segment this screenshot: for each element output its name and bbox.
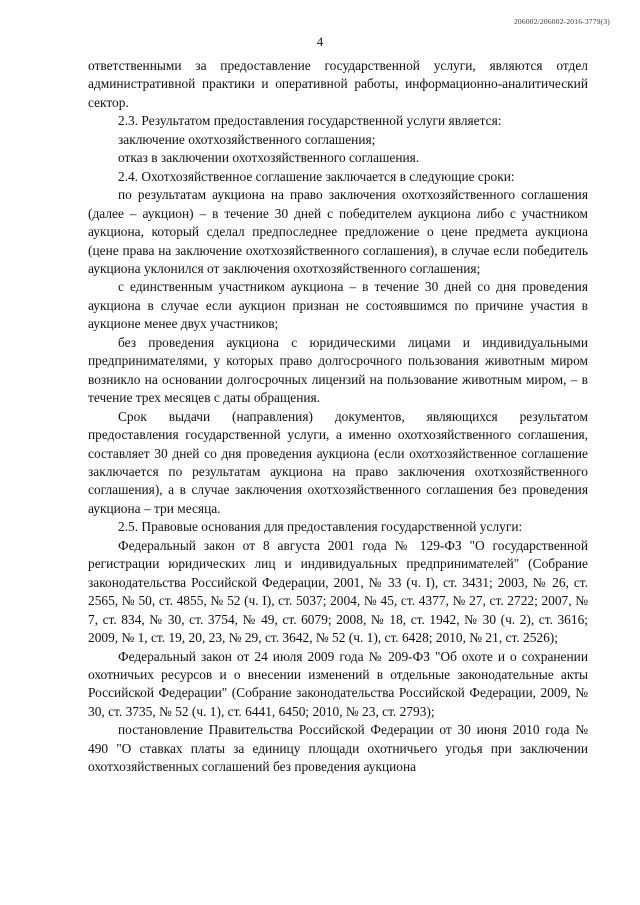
paragraph-result-agreement: заключение охотхозяйственного соглашения;	[118, 131, 376, 147]
paragraph-section-2-3: 2.3. Результатом предоставления государственной услуги является:	[118, 113, 502, 129]
paragraph-responsible-units: ответственными за предоставление государственной услуги, являются отдел административной практики и оперативной работы, информационно-аналитический сектор.	[88, 58, 588, 110]
paragraph-auction-winner: по результатам аукциона на право заключения охотхозяйственного соглашения (далее – аукцион) – в течение 30 дней с победителем аукциона либо с участником аукциона, который сделал предпоследнее предложение о цене предмета аукциона (цене права на заключение охотхозяйственного соглашения), в случае если победитель аукциона уклонился от заключения охотхозяйственного соглашения;	[88, 187, 588, 276]
paragraph-law-209-fz: Федеральный закон от 24 июля 2009 года № 209-ФЗ "Об охоте и о сохранении охотничьих ресурсов и о внесении изменений в отдельные законодательные акты Российской Федерации" (Собрание законодательства Российской Федерации, 2009, № 30, ст. 3735, № 52 (ч. 1), ст. 6441, 6450; 2010, № 23, ст. 2793);	[88, 648, 588, 719]
page-number: 4	[316, 34, 324, 49]
paragraph-section-2-4: 2.4. Охотхозяйственное соглашение заключается в следующие сроки:	[118, 168, 515, 184]
document-body	[88, 57, 588, 777]
paragraph-issue-term: Срок выдачи (направления) документов, являющихся результатом предоставления государственной услуги, а именно охотхозяйственного соглашения, составляет 30 дней со дня проведения аукциона (если охотхозяйственное соглашение заключается по результатам аукциона на право заключения охотхозяйственного соглашения), а в случае заключения охотхозяйственного соглашения без проведения аукциона – три месяца.	[88, 408, 588, 516]
paragraph-without-auction: без проведения аукциона с юридическими лицами и индивидуальными предпринимателями, у которых право долгосрочного пользования животным миром возникло на основании долгосрочных лицензий на пользование животным миром, – в течение трех месяцев с даты обращения.	[88, 334, 588, 406]
paragraph-result-refusal: отказ в заключении охотхозяйственного соглашения.	[118, 150, 420, 166]
document-id: 206002/206002-2016-3779(3)	[513, 17, 610, 26]
paragraph-law-129-fz: Федеральный закон от 8 августа 2001 года № 129-ФЗ "О государственной регистрации юридических лиц и индивидуальных предпринимателей" (Собрание законодательства Российской Федерации, 2001, № 33 (ч. I), ст. 3431; 2003, № 26, ст. 2565, № 50, ст. 4855, № 52 (ч. I), ст. 5037; 2004, № 45, ст. 4377, № 27, ст. 2722; 2007, № 7, ст. 834, № 30, ст. 3754, № 49, ст. 6079; 2008, № 18, ст. 1942, № 30 (ч. 2), ст. 3616; 2009, № 1, ст. 19, 20, 23, № 29, ст. 3642, № 52 (ч. 1), ст. 6428; 2010, № 21, ст. 2526);	[88, 537, 588, 646]
paragraph-single-participant: с единственным участником аукциона – в течение 30 дней со дня проведения аукциона в случае если аукцион признан не состоявшимся по причине участия в аукционе менее двух участников;	[88, 279, 588, 332]
paragraph-resolution-490: постановление Правительства Российской Федерации от 30 июня 2010 года № 490 "О ставках платы за единицу площади охотничьего угодья при заключении охотхозяйственных соглашений без проведения аукциона	[88, 722, 588, 775]
paragraph-section-2-5: 2.5. Правовые основания для предоставления государственной услуги:	[118, 519, 523, 535]
